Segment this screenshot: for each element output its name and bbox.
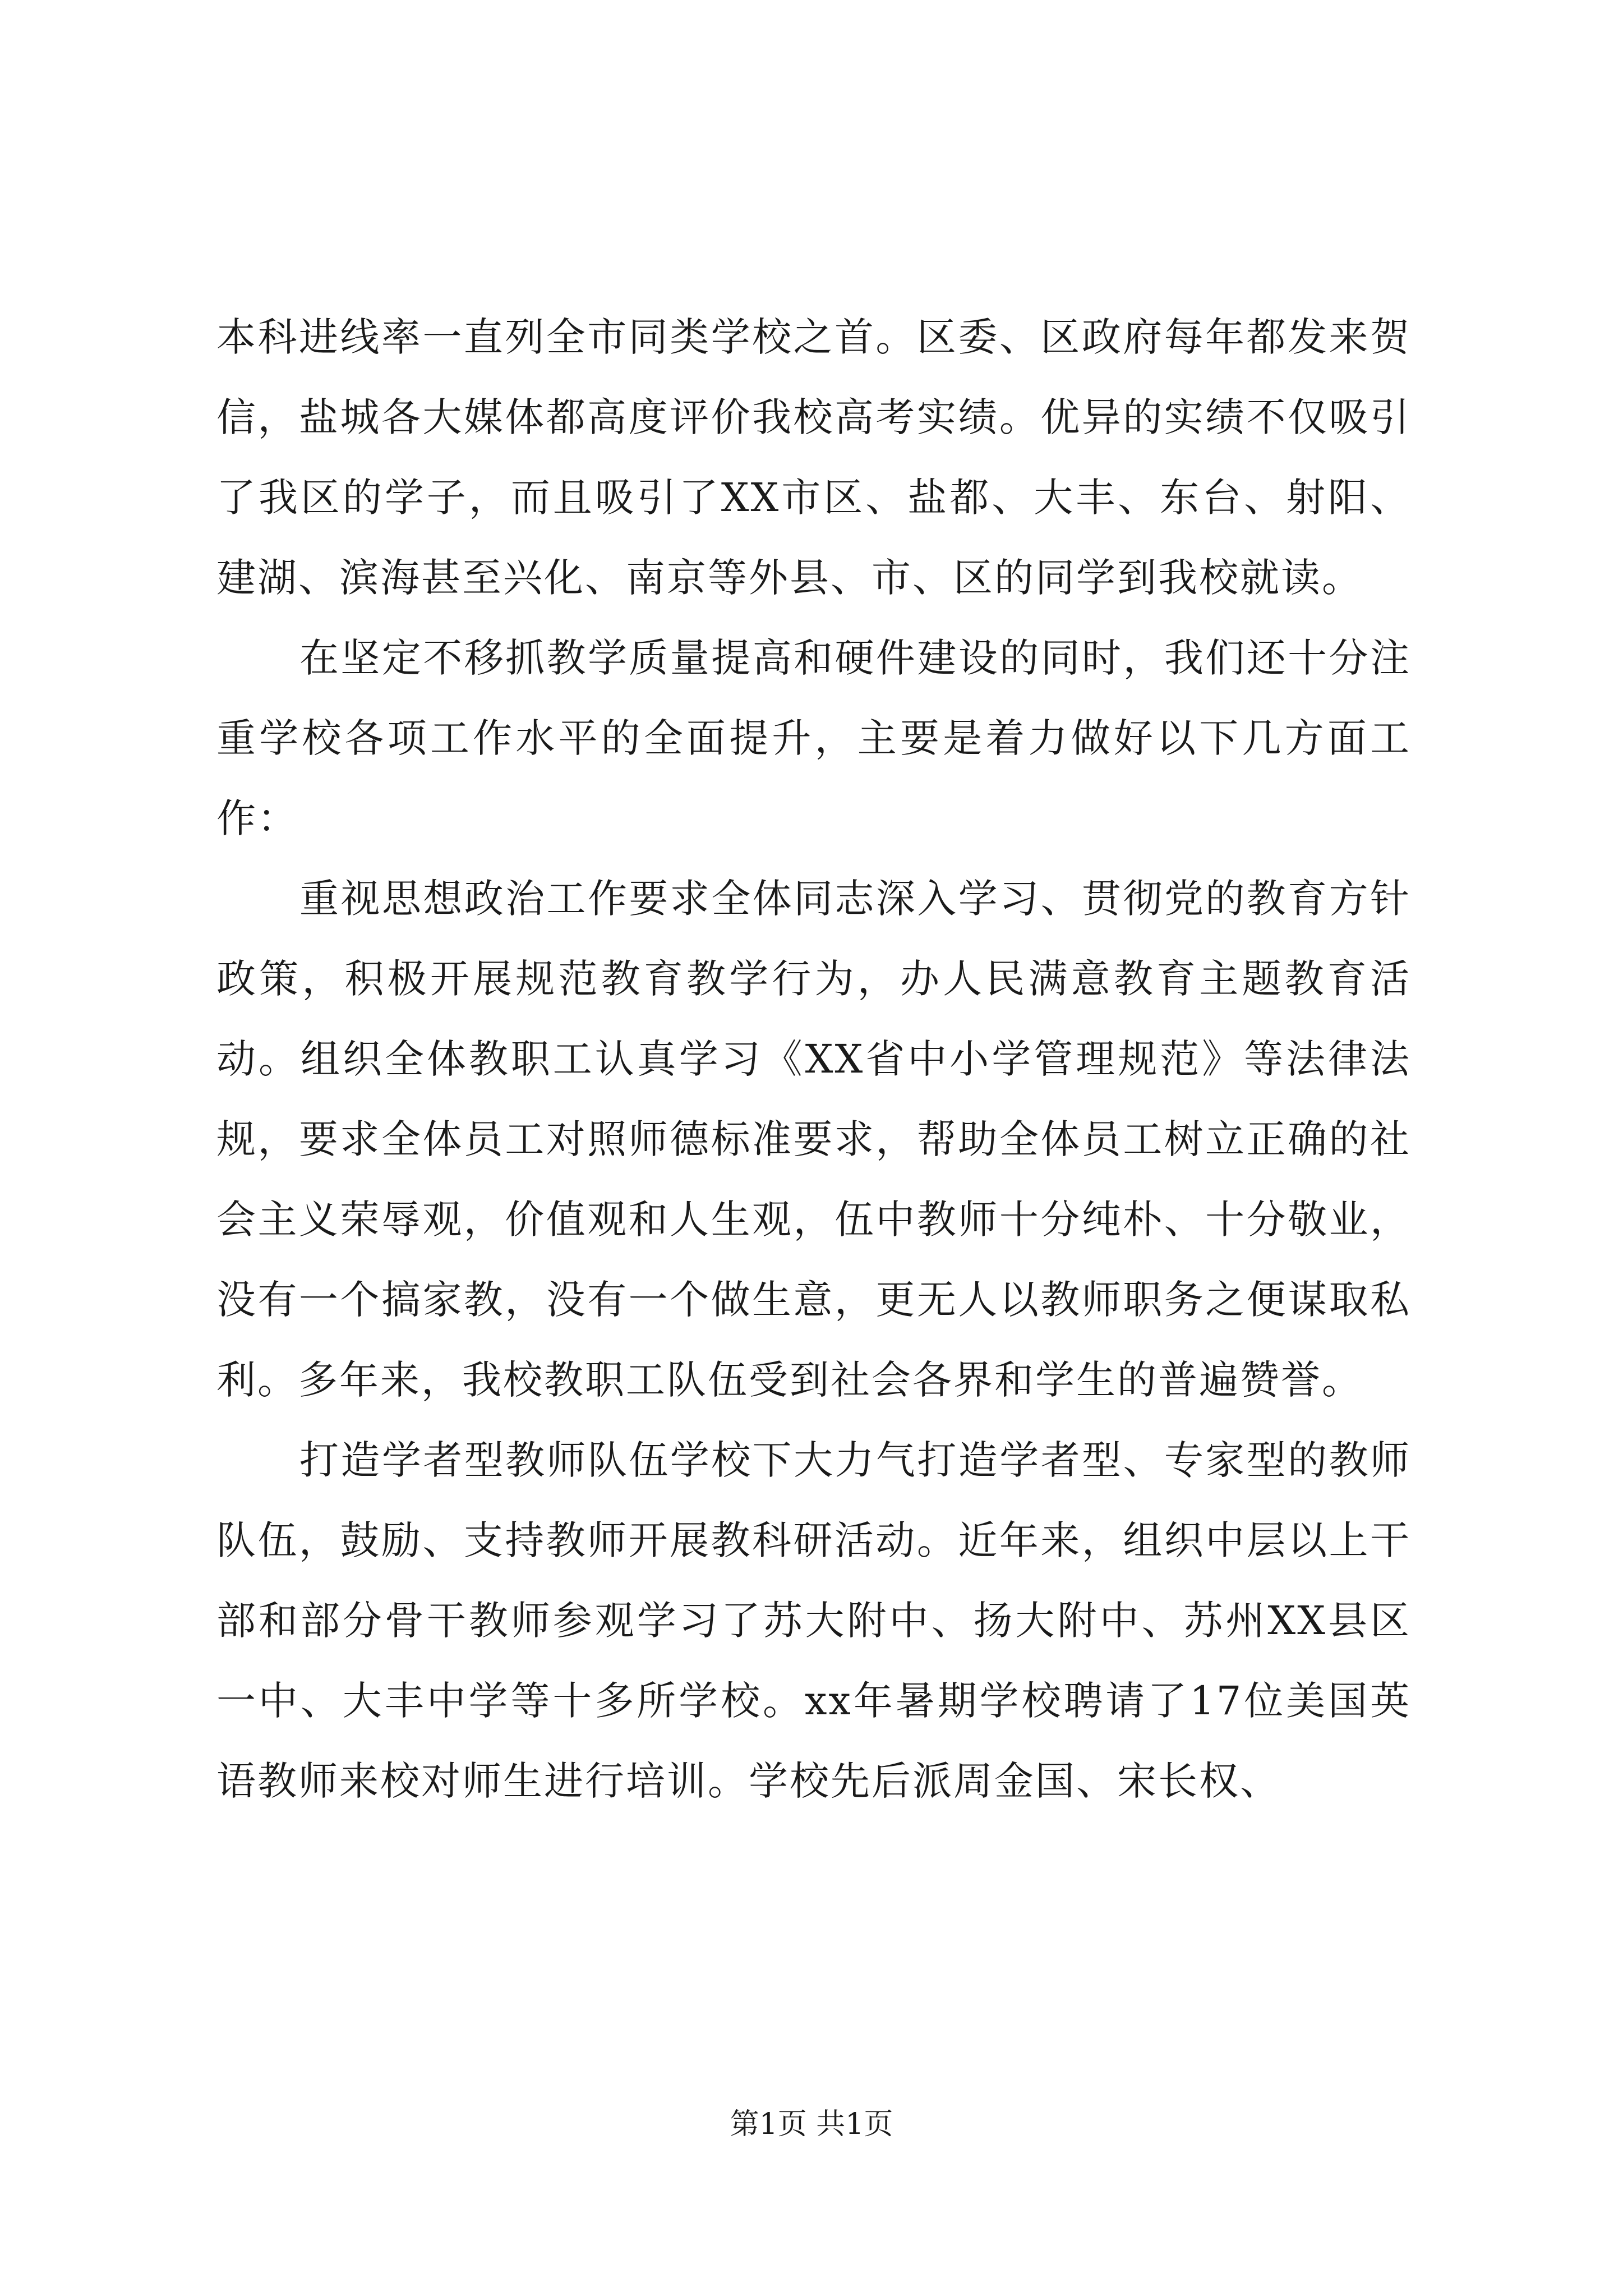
paragraph-3: 重视思想政治工作要求全体同志深入学习、贯彻党的教育方针政策，积极开展规范教育教学行为，办人民满意教育主题教育活动。组织全体教职工认真学习《XX省中小学管理规范》等法律法规，要求全体员工对照师德标准要求，帮助全体员工树立正确的社会主义荣辱观，价值观和人生观，伍中教师十分纯朴、十分敬业，没有一个搞家教，没有一个做生意，更无人以教师职务之便谋取私利。多年来，我校教职工队伍受到社会各界和学生的普遍赞誉。 bbox=[216, 876, 1411, 1403]
paragraph-2: 在坚定不移抓教学质量提高和硬件建设的同时，我们还十分注重学校各项工作水平的全面提升，主要是着力做好以下几方面工作： bbox=[216, 635, 1411, 841]
document-body bbox=[216, 297, 1411, 1821]
page-footer: 第1页 共1页 bbox=[730, 2108, 893, 2141]
paragraph-4: 打造学者型教师队伍学校下大力气打造学者型、专家型的教师队伍，鼓励、支持教师开展教科研活动。近年来，组织中层以上干部和部分骨干教师参观学习了苏大附中、扬大附中、苏州XX县区一中、大丰中学等十多所学校。xx年暑期学校聘请了17位美国英语教师来校对师生进行培训。学校先后派周金国、宋长权、 bbox=[216, 1437, 1411, 1804]
paragraph-1: 本科进线率一直列全市同类学校之首。区委、区政府每年都发来贺信，盐城各大媒体都高度评价我校高考实绩。优异的实绩不仅吸引了我区的学子，而且吸引了XX市区、盐都、大丰、东台、射阳、建湖、滨海甚至兴化、南京等外县、市、区的同学到我校就读。 bbox=[216, 314, 1411, 601]
